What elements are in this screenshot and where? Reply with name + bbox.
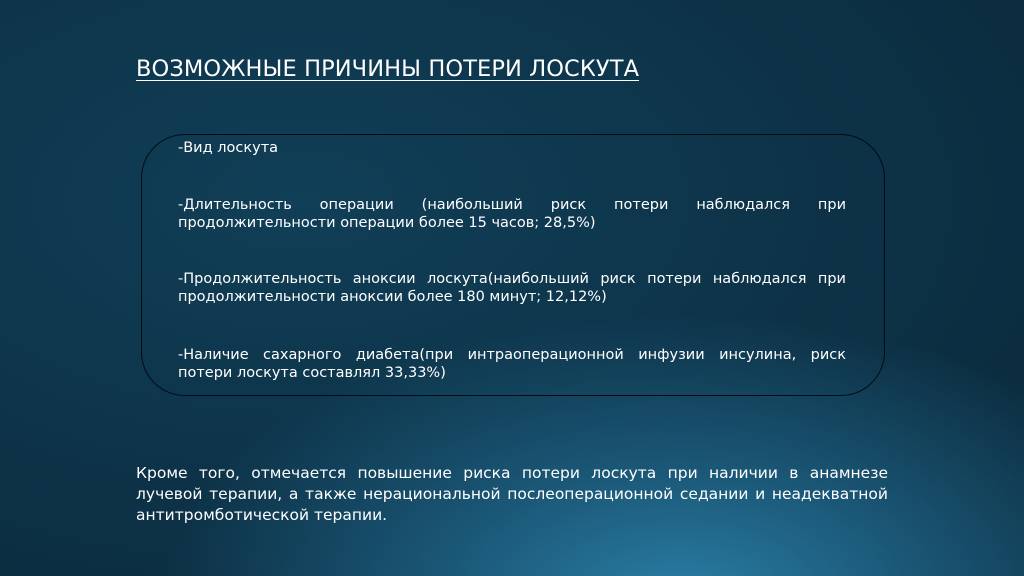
summary-paragraph: Кроме того, отмечается повышение риска потери лоскута при наличии в анамнезе лучевой терапии, а также нерациональной послеоперационной седании и неадекватной антитромботической терапии. — [136, 464, 888, 524]
slide-title: ВОЗМОЖНЫЕ ПРИЧИНЫ ПОТЕРИ ЛОСКУТА — [136, 56, 640, 82]
reason-diabetes: -Наличие сахарного диабета(при интраоперационной инфузии инсулина, риск потери лоскута составлял 33,33%) — [178, 347, 846, 381]
reason-flap-type: -Вид лоскута — [178, 140, 279, 156]
reason-operation-duration: -Длительность операции (наибольший риск потери наблюдался при продолжительности операции более 15 часов; 28,5%) — [178, 197, 846, 231]
reason-anoxia-duration: -Продолжительность аноксии лоскута(наибольший риск потери наблюдался при продолжительности аноксии более 180 минут; 12,12%) — [178, 271, 846, 305]
